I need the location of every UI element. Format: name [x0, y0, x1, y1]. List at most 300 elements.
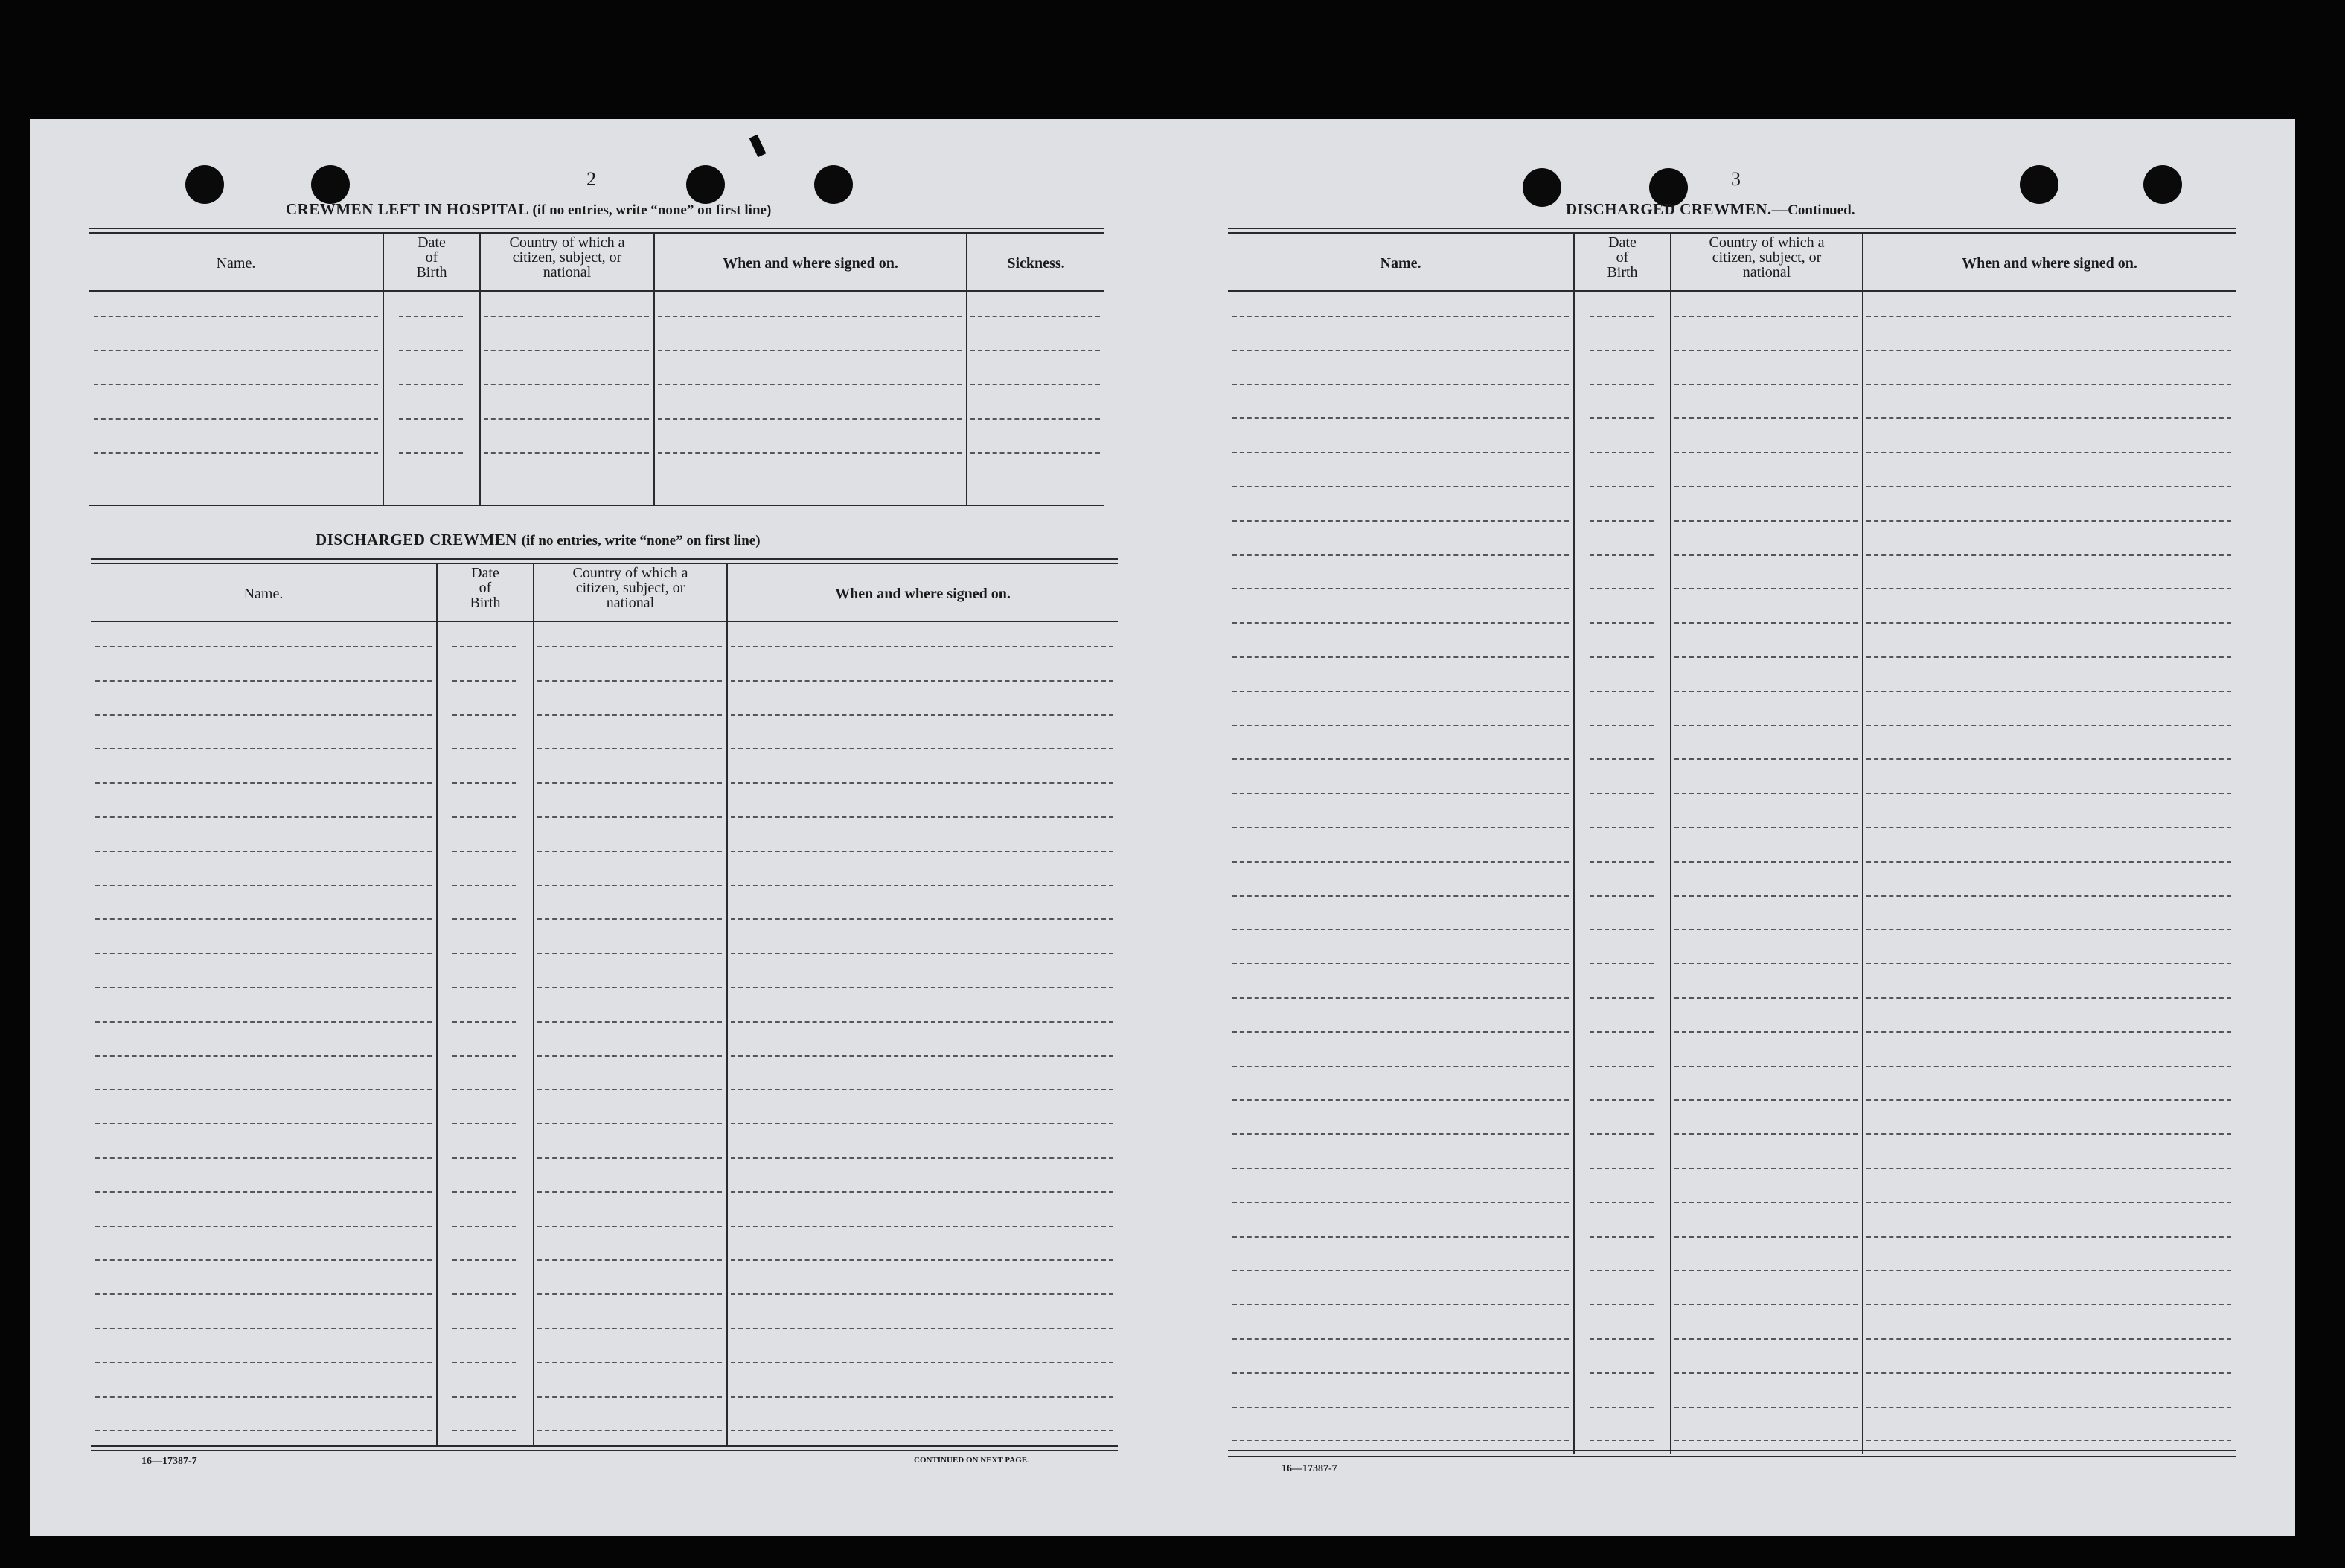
entry-line — [537, 782, 722, 784]
entry-line — [1866, 417, 2231, 419]
column-header-name: Name. — [1380, 255, 1421, 272]
entry-line — [1674, 929, 1858, 930]
entry-line — [95, 782, 432, 784]
entry-line — [1674, 1270, 1858, 1271]
column-divider — [1670, 234, 1671, 1454]
hospital-table — [89, 228, 1104, 508]
entry-line — [95, 953, 432, 954]
entry-line — [731, 1430, 1113, 1431]
entry-line — [452, 1055, 516, 1057]
column-header-birth: Date of Birth — [470, 565, 501, 611]
entry-line — [970, 452, 1100, 454]
entry-line — [1866, 1236, 2231, 1238]
entry-line — [731, 1191, 1113, 1193]
entry-line — [1590, 1168, 1654, 1169]
entry-line — [452, 1157, 516, 1159]
entry-line — [1590, 1407, 1654, 1408]
entry-line — [399, 418, 463, 420]
discharged-continued-table — [1228, 228, 2236, 1459]
entry-line — [731, 1293, 1113, 1295]
entry-line — [1866, 1168, 2231, 1169]
table-top-rule — [89, 228, 1104, 229]
entry-line — [1866, 758, 2231, 760]
entry-line — [1232, 588, 1569, 589]
entry-line — [452, 953, 516, 954]
entry-line — [452, 851, 516, 852]
column-divider — [533, 564, 534, 1447]
entry-line — [1866, 929, 2231, 930]
entry-line — [658, 418, 962, 420]
entry-line — [1590, 1372, 1654, 1374]
entry-line — [452, 1123, 516, 1124]
entry-line — [452, 816, 516, 818]
entry-line — [1590, 1099, 1654, 1101]
entry-line — [1590, 691, 1654, 692]
column-header-country: Country of which a citizen, subject, or national — [1709, 234, 1825, 281]
entry-line — [1674, 554, 1858, 556]
entry-line — [1590, 827, 1654, 828]
form-code: 16—17387-7 — [141, 1456, 197, 1467]
entry-line — [1866, 1338, 2231, 1340]
entry-line — [484, 384, 649, 385]
entry-line — [1674, 1372, 1858, 1374]
entry-line — [1232, 827, 1569, 828]
entry-line — [1866, 1440, 2231, 1441]
entry-line — [1590, 895, 1654, 897]
entry-line — [970, 316, 1100, 317]
entry-line — [731, 987, 1113, 988]
right-page — [1185, 119, 2295, 1536]
punch-hole — [185, 165, 224, 204]
entry-line — [1866, 997, 2231, 999]
entry-line — [731, 1157, 1113, 1159]
entry-line — [94, 316, 378, 317]
entry-line — [1674, 1031, 1858, 1033]
table-bottom-rule — [91, 1450, 1118, 1451]
entry-line — [731, 851, 1113, 852]
entry-line — [537, 646, 722, 647]
entry-line — [1866, 588, 2231, 589]
entry-line — [1590, 1338, 1654, 1340]
entry-line — [1232, 316, 1569, 317]
entry-line — [1674, 691, 1858, 692]
discharged-continued-title — [1566, 200, 1855, 219]
entry-line — [1590, 350, 1654, 351]
entry-line — [1674, 1133, 1858, 1135]
entry-line — [1232, 1133, 1569, 1135]
entry-line — [537, 1021, 722, 1023]
entry-line — [452, 918, 516, 920]
entry-line — [399, 384, 463, 385]
entry-line — [731, 816, 1113, 818]
entry-line — [1590, 452, 1654, 453]
column-divider — [1573, 234, 1575, 1454]
entry-line — [1866, 1031, 2231, 1033]
entry-line — [1674, 895, 1858, 897]
entry-line — [1232, 861, 1569, 863]
page-number: 3 — [1731, 168, 1741, 190]
punch-hole — [686, 165, 725, 204]
punch-hole — [2143, 165, 2182, 204]
entry-line — [1232, 1202, 1569, 1203]
entry-line — [537, 1055, 722, 1057]
column-header-country: Country of which a citizen, subject, or national — [572, 565, 688, 611]
entry-line — [399, 452, 463, 454]
entry-line — [1232, 1031, 1569, 1033]
entry-line — [731, 1123, 1113, 1124]
entry-line — [1674, 997, 1858, 999]
entry-line — [95, 680, 432, 682]
entry-line — [1674, 1440, 1858, 1441]
hospital-section-title — [286, 200, 771, 219]
entry-line — [658, 350, 962, 351]
entry-line — [1590, 725, 1654, 726]
header-bottom-rule — [1228, 290, 2236, 292]
entry-line — [1232, 452, 1569, 453]
entry-line — [1866, 452, 2231, 453]
entry-line — [95, 646, 432, 647]
entry-line — [1590, 1440, 1654, 1441]
entry-line — [1232, 793, 1569, 794]
entry-line — [1232, 350, 1569, 351]
entry-line — [1232, 1440, 1569, 1441]
entry-line — [95, 1055, 432, 1057]
entry-line — [95, 1430, 432, 1431]
entry-line — [1590, 963, 1654, 964]
entry-line — [1866, 827, 2231, 828]
entry-line — [452, 1089, 516, 1090]
column-header-signed-on: When and where signed on. — [835, 586, 1011, 602]
entry-line — [1674, 827, 1858, 828]
entry-line — [1232, 725, 1569, 726]
entry-line — [95, 1021, 432, 1023]
entry-line — [731, 680, 1113, 682]
entry-line — [731, 1226, 1113, 1227]
hospital-title-text: CREWMEN LEFT IN HOSPITAL — [286, 200, 528, 218]
entry-line — [1866, 1270, 2231, 1271]
entry-line — [731, 1089, 1113, 1090]
continued-note: CONTINUED ON NEXT PAGE. — [914, 1456, 1029, 1465]
page-number: 2 — [586, 168, 596, 190]
entry-line — [1674, 1168, 1858, 1169]
entry-line — [1232, 895, 1569, 897]
entry-line — [1232, 929, 1569, 930]
discharged-table — [91, 558, 1118, 1451]
entry-line — [537, 1157, 722, 1159]
ink-mark — [749, 135, 767, 157]
entry-line — [95, 918, 432, 920]
entry-line — [1674, 1407, 1858, 1408]
entry-line — [537, 1123, 722, 1124]
entry-line — [731, 953, 1113, 954]
punch-hole — [311, 165, 350, 204]
entry-line — [1232, 1066, 1569, 1067]
entry-line — [1232, 486, 1569, 487]
entry-line — [1232, 1270, 1569, 1271]
table-bottom-rule — [89, 505, 1104, 506]
entry-line — [95, 1123, 432, 1124]
entry-line — [1674, 622, 1858, 624]
entry-line — [452, 680, 516, 682]
entry-line — [95, 748, 432, 749]
entry-line — [1590, 758, 1654, 760]
entry-line — [95, 987, 432, 988]
entry-line — [1590, 1133, 1654, 1135]
entry-line — [94, 384, 378, 385]
discharged-section-title — [316, 531, 761, 549]
entry-line — [94, 452, 378, 454]
entry-line — [95, 1396, 432, 1398]
entry-line — [537, 918, 722, 920]
entry-line — [537, 1396, 722, 1398]
entry-line — [1866, 963, 2231, 964]
entry-line — [1590, 520, 1654, 522]
entry-line — [95, 1191, 432, 1193]
entry-line — [95, 1362, 432, 1363]
entry-line — [731, 1055, 1113, 1057]
discharged-instruction: (if no entries, write “none” on first line) — [521, 533, 761, 548]
entry-line — [1232, 758, 1569, 760]
entry-line — [537, 1293, 722, 1295]
table-bottom-rule — [91, 1445, 1118, 1447]
entry-line — [452, 782, 516, 784]
entry-line — [1590, 1304, 1654, 1305]
entry-line — [1590, 622, 1654, 624]
entry-line — [658, 384, 962, 385]
entry-line — [95, 1293, 432, 1295]
entry-line — [399, 350, 463, 351]
column-header-sickness: Sickness. — [1007, 255, 1065, 272]
entry-line — [1674, 1236, 1858, 1238]
entry-line — [452, 646, 516, 647]
entry-line — [1232, 1338, 1569, 1340]
entry-line — [1590, 929, 1654, 930]
entry-line — [1590, 384, 1654, 385]
entry-line — [452, 1396, 516, 1398]
entry-line — [731, 885, 1113, 886]
entry-line — [452, 1259, 516, 1261]
entry-line — [537, 1328, 722, 1329]
entry-line — [1866, 1099, 2231, 1101]
column-divider — [436, 564, 438, 1447]
entry-line — [1590, 656, 1654, 658]
entry-line — [731, 918, 1113, 920]
table-top-rule — [1228, 232, 2236, 234]
entry-line — [1674, 793, 1858, 794]
entry-line — [95, 851, 432, 852]
entry-line — [1866, 1066, 2231, 1067]
entry-line — [537, 1259, 722, 1261]
entry-line — [95, 714, 432, 716]
discharged-title-text: DISCHARGED CREWMEN — [316, 531, 517, 548]
entry-line — [731, 1259, 1113, 1261]
entry-line — [1232, 622, 1569, 624]
entry-line — [1866, 793, 2231, 794]
entry-line — [537, 1430, 722, 1431]
entry-line — [537, 885, 722, 886]
column-header-country: Country of which a citizen, subject, or national — [509, 234, 625, 281]
entry-line — [452, 1293, 516, 1295]
entry-line — [452, 1021, 516, 1023]
entry-line — [484, 452, 649, 454]
entry-line — [731, 646, 1113, 647]
entry-line — [452, 1430, 516, 1431]
entry-line — [537, 851, 722, 852]
entry-line — [1866, 350, 2231, 351]
entry-line — [731, 1021, 1113, 1023]
column-divider — [1862, 234, 1863, 1454]
entry-line — [1590, 793, 1654, 794]
column-header-signed-on: When and where signed on. — [1962, 255, 2137, 272]
entry-line — [1232, 1407, 1569, 1408]
entry-line — [970, 350, 1100, 351]
entry-line — [1674, 520, 1858, 522]
entry-line — [1866, 520, 2231, 522]
entry-line — [1232, 520, 1569, 522]
entry-line — [537, 816, 722, 818]
left-page — [30, 119, 1185, 1536]
punch-hole — [814, 165, 853, 204]
entry-line — [1232, 554, 1569, 556]
entry-line — [1866, 1407, 2231, 1408]
entry-line — [1866, 861, 2231, 863]
entry-line — [537, 1226, 722, 1227]
entry-line — [1674, 1338, 1858, 1340]
discharged-continued-title-text: DISCHARGED CREWMEN.— — [1566, 200, 1788, 218]
entry-line — [1590, 554, 1654, 556]
entry-line — [1590, 1066, 1654, 1067]
entry-line — [1590, 861, 1654, 863]
entry-line — [1866, 691, 2231, 692]
entry-line — [1674, 656, 1858, 658]
table-top-rule — [91, 558, 1118, 560]
entry-line — [1866, 384, 2231, 385]
entry-line — [1590, 1202, 1654, 1203]
form-code: 16—17387-7 — [1282, 1463, 1337, 1474]
entry-line — [1674, 486, 1858, 487]
entry-line — [1674, 384, 1858, 385]
table-bottom-rule — [1228, 1450, 2236, 1451]
entry-line — [537, 680, 722, 682]
entry-line — [658, 452, 962, 454]
table-top-rule — [1228, 228, 2236, 229]
entry-line — [1590, 997, 1654, 999]
entry-line — [452, 987, 516, 988]
entry-line — [537, 1362, 722, 1363]
column-divider — [726, 564, 728, 1447]
entry-line — [95, 1328, 432, 1329]
entry-line — [1232, 384, 1569, 385]
entry-line — [94, 350, 378, 351]
entry-line — [399, 316, 463, 317]
entry-line — [731, 714, 1113, 716]
entry-line — [1674, 316, 1858, 317]
column-divider — [966, 234, 967, 506]
header-bottom-rule — [91, 621, 1118, 622]
column-divider — [653, 234, 655, 506]
entry-line — [1590, 1236, 1654, 1238]
entry-line — [1674, 1066, 1858, 1067]
entry-line — [95, 1089, 432, 1090]
entry-line — [1232, 997, 1569, 999]
entry-line — [484, 316, 649, 317]
entry-line — [1866, 316, 2231, 317]
entry-line — [1590, 316, 1654, 317]
entry-line — [1674, 758, 1858, 760]
table-bottom-rule — [1228, 1456, 2236, 1457]
entry-line — [452, 714, 516, 716]
entry-line — [95, 816, 432, 818]
column-header-signed-on: When and where signed on. — [723, 255, 898, 272]
entry-line — [1232, 691, 1569, 692]
entry-line — [1674, 1202, 1858, 1203]
entry-line — [1866, 1372, 2231, 1374]
entry-line — [1866, 1202, 2231, 1203]
entry-line — [1590, 588, 1654, 589]
column-header-name: Name. — [216, 255, 256, 272]
entry-line — [1232, 1304, 1569, 1305]
punch-hole — [2020, 165, 2058, 204]
entry-line — [1674, 861, 1858, 863]
entry-line — [537, 953, 722, 954]
entry-line — [1590, 417, 1654, 419]
header-bottom-rule — [89, 290, 1104, 292]
entry-line — [1232, 1372, 1569, 1374]
column-header-birth: Date of Birth — [416, 234, 447, 281]
entry-line — [452, 1328, 516, 1329]
column-header-birth: Date of Birth — [1607, 234, 1638, 281]
entry-line — [452, 1191, 516, 1193]
entry-line — [537, 714, 722, 716]
entry-line — [1232, 417, 1569, 419]
entry-line — [1674, 725, 1858, 726]
entry-line — [1866, 622, 2231, 624]
hospital-instruction: (if no entries, write “none” on first line) — [532, 202, 772, 218]
entry-line — [1866, 486, 2231, 487]
entry-line — [1674, 1304, 1858, 1305]
entry-line — [1674, 452, 1858, 453]
entry-line — [731, 1362, 1113, 1363]
entry-line — [1232, 1099, 1569, 1101]
entry-line — [1866, 1304, 2231, 1305]
entry-line — [1674, 1099, 1858, 1101]
entry-line — [1674, 417, 1858, 419]
entry-line — [970, 384, 1100, 385]
entry-line — [452, 1226, 516, 1227]
entry-line — [1866, 554, 2231, 556]
entry-line — [452, 1362, 516, 1363]
entry-line — [1674, 588, 1858, 589]
table-top-rule — [91, 563, 1118, 564]
entry-line — [1866, 895, 2231, 897]
entry-line — [731, 1396, 1113, 1398]
column-header-name: Name. — [243, 586, 284, 602]
table-top-rule — [89, 232, 1104, 234]
entry-line — [1232, 963, 1569, 964]
entry-line — [484, 418, 649, 420]
entry-line — [731, 1328, 1113, 1329]
entry-line — [731, 782, 1113, 784]
entry-line — [1590, 1270, 1654, 1271]
entry-line — [537, 987, 722, 988]
continued-label: Continued. — [1788, 202, 1855, 218]
entry-line — [1232, 1168, 1569, 1169]
entry-line — [1674, 350, 1858, 351]
entry-line — [1674, 963, 1858, 964]
entry-line — [95, 1259, 432, 1261]
punch-hole — [1523, 168, 1561, 207]
entry-line — [95, 1226, 432, 1227]
